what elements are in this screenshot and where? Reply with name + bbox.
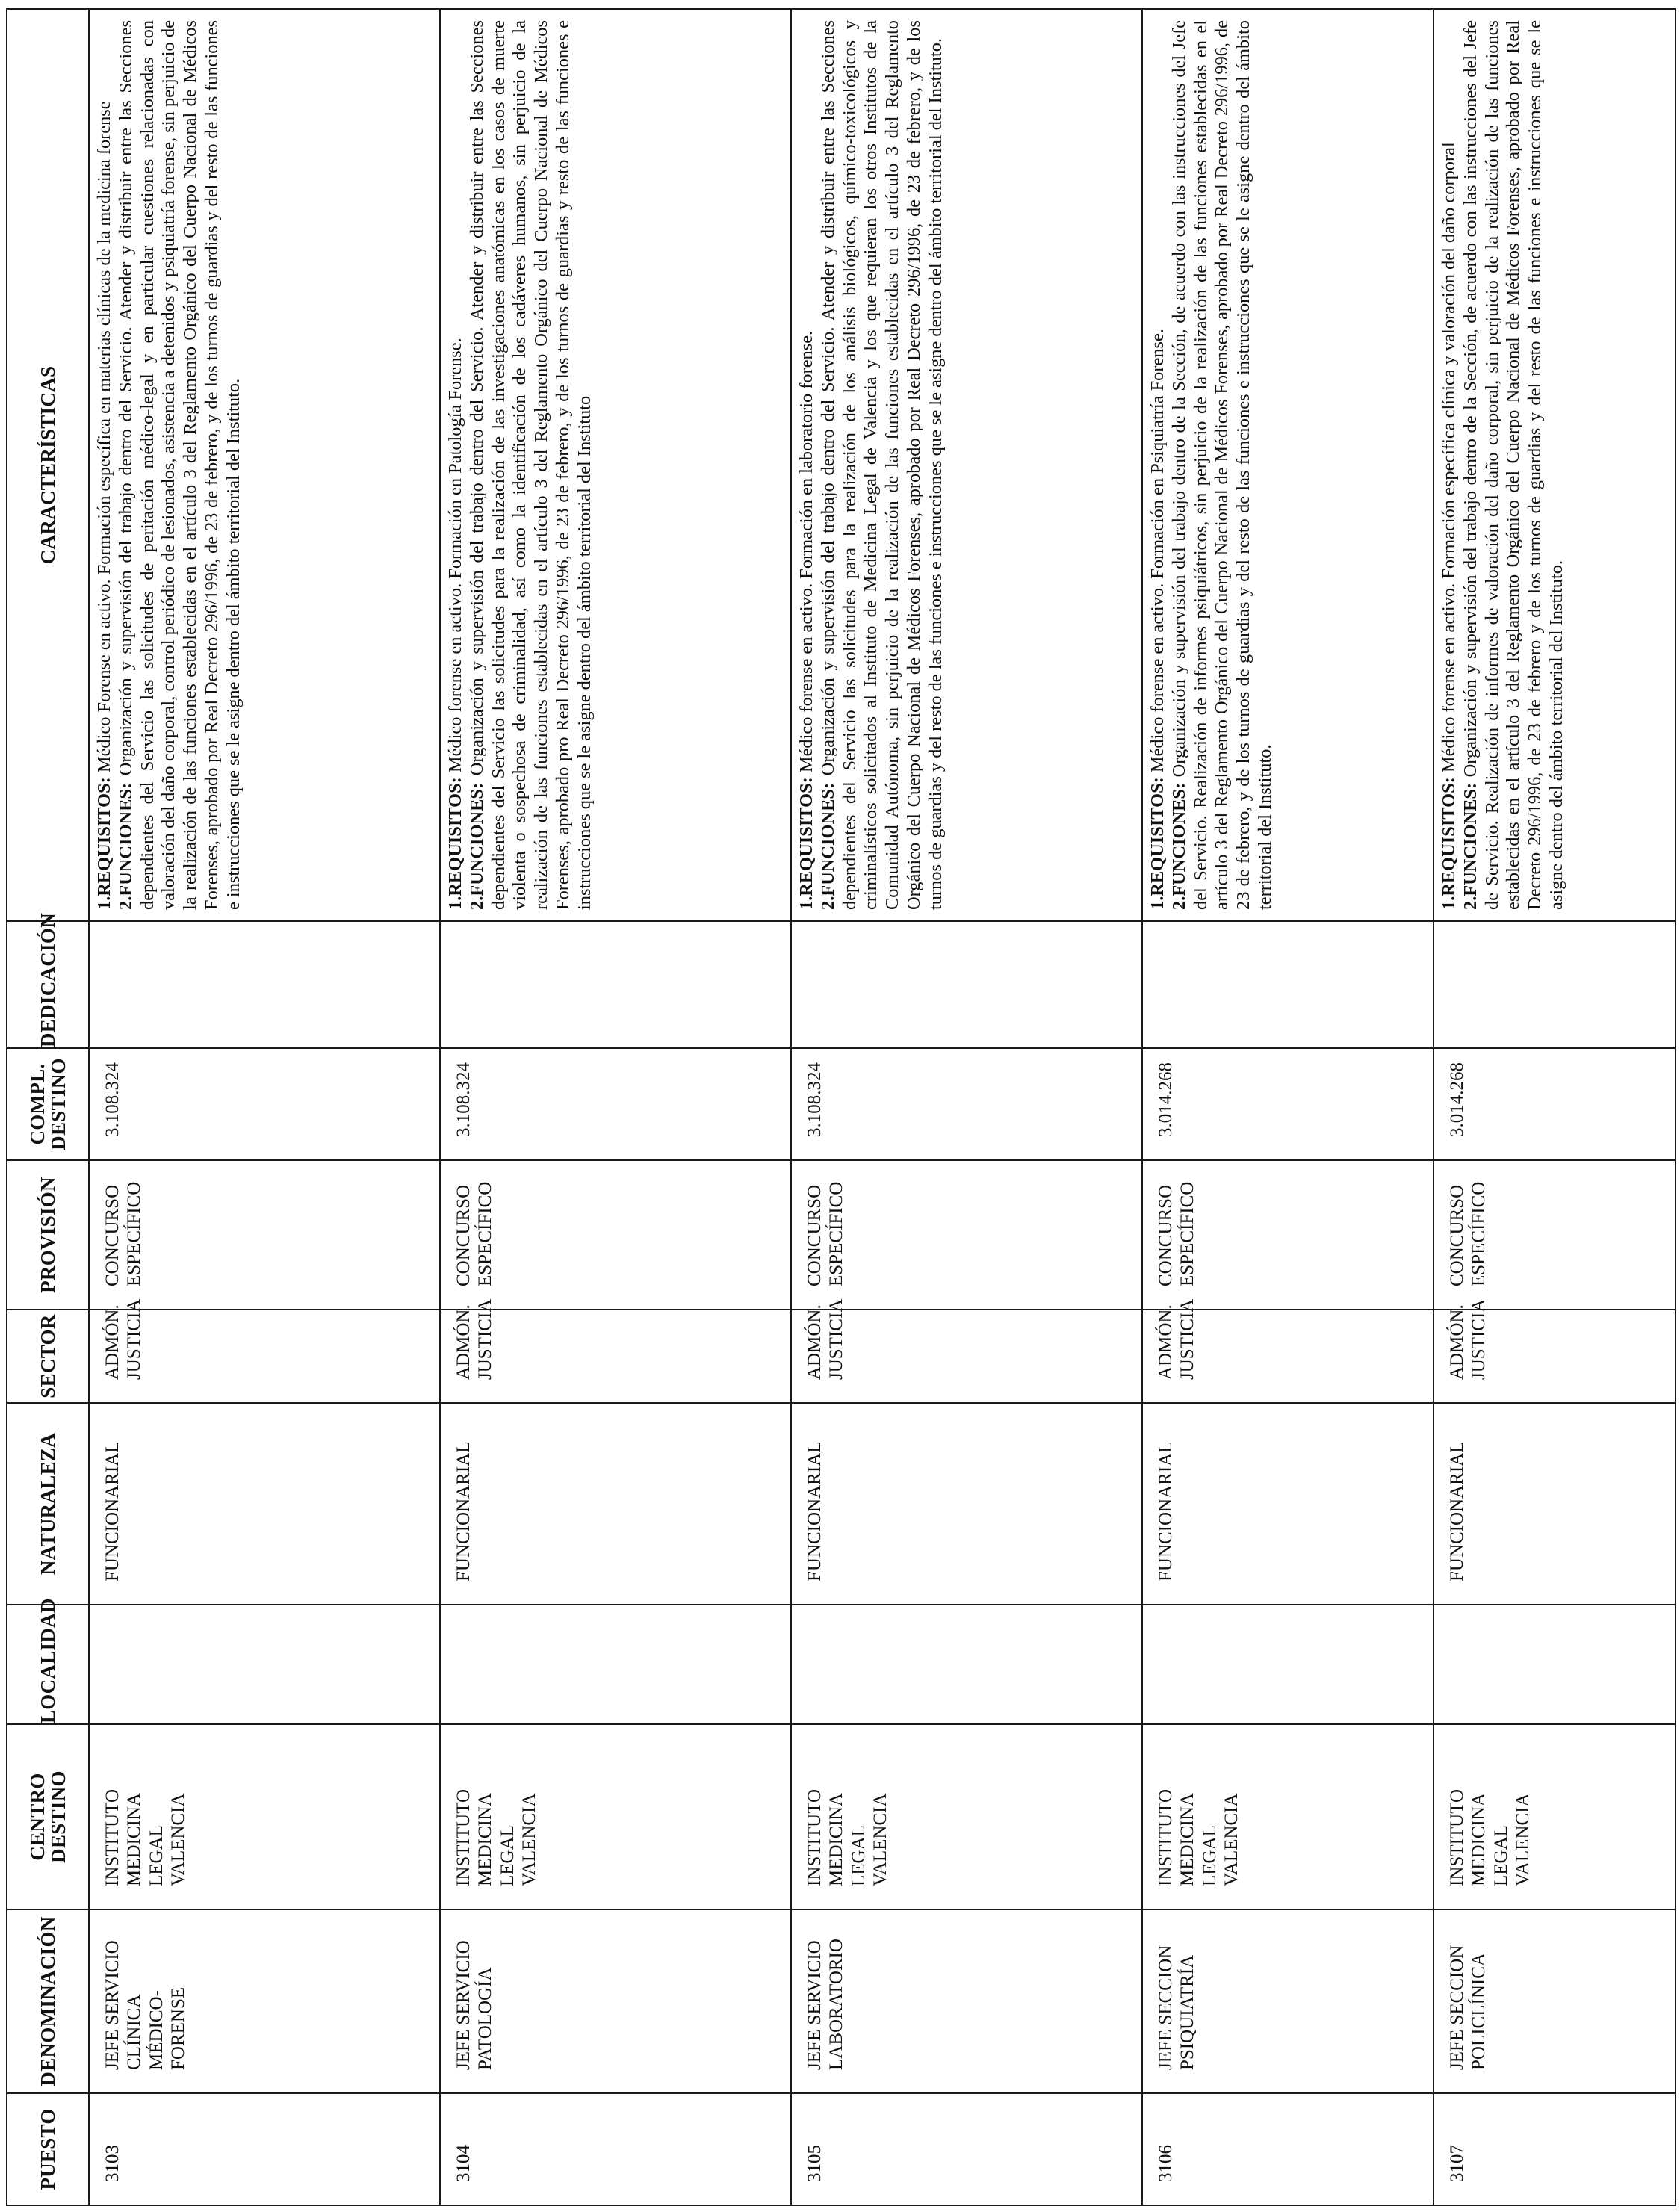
cell-localidad (1142, 1605, 1433, 1724)
cell-sector: ADMÓN. JUSTICIA (89, 1310, 440, 1403)
cell-provision: CONCURSO ESPECÍFICO (1433, 1160, 1676, 1310)
header-sector: SECTOR (7, 1310, 89, 1403)
funciones-label: 2.FUNCIONES: (115, 782, 136, 910)
table-row (1142, 9, 1433, 2205)
cell-dedicacion (440, 921, 791, 1048)
cell-sector: ADMÓN. JUSTICIA (1433, 1310, 1676, 1403)
requisitos-text: 1.REQUISITOS: Médico forense en activo. Formación en laboratorio forense. (796, 330, 816, 910)
cell-centro-destino: INSTITUTO MEDICINA LEGAL VALENCIA (1433, 1724, 1676, 1909)
requisitos-label: 1.REQUISITOS: (1147, 777, 1168, 910)
cell-dedicacion (1142, 921, 1433, 1048)
header-compl-destino: COMPL. DESTINO (7, 1048, 89, 1160)
cell-dedicacion (89, 921, 440, 1048)
cell-naturaleza: FUNCIONARIAL (1142, 1403, 1433, 1605)
cell-dedicacion (1433, 921, 1676, 1048)
cell-caracteristicas (1142, 9, 1433, 921)
cell-naturaleza: FUNCIONARIAL (1433, 1403, 1676, 1605)
cell-compl-destino: 3.108.324 (791, 1048, 1142, 1160)
cell-caracteristicas (1433, 9, 1676, 921)
header-naturaleza: NATURALEZA (7, 1403, 89, 1605)
cell-denominacion: JEFE SERVICIO LABORATORIO (791, 1909, 1142, 2093)
cell-provision: CONCURSO ESPECÍFICO (791, 1160, 1142, 1310)
cell-centro-destino: INSTITUTO MEDICINA LEGAL VALENCIA (791, 1724, 1142, 1909)
cell-sector: ADMÓN. JUSTICIA (440, 1310, 791, 1403)
funciones-text: 2.FUNCIONES: Organización y supervisión del trabajo dentro del Servicio. Atender y distribuir entre las Secciones dependientes del Servicio las solicitudes para la realización de los análisis biológicos, químico-toxicológicos y criminalísticos solicitados al Instituto de Medicina Legal de Valencia y los que requieran los otros Institutos de la Comunidad Autónoma, sin perjuicio de la realización de las funciones establecidas en el artículo 3 del Reglamento Orgánico del Cuerpo Nacional de Médicos Forenses, aprobado por Real Decreto 296/1996, de 23 de febrero, y de los turnos de guardias y del resto de las funciones e instrucciones que se le asigne dentro del ámbito territorial del Instituto. (817, 20, 946, 910)
cell-sector: ADMÓN. JUSTICIA (791, 1310, 1142, 1403)
cell-puesto: 3106 (1142, 2093, 1433, 2205)
cell-caracteristicas (440, 9, 791, 921)
table-row (1433, 9, 1676, 2205)
cell-compl-destino: 3.108.324 (440, 1048, 791, 1160)
cell-naturaleza: FUNCIONARIAL (440, 1403, 791, 1605)
header-dedicacion: DEDICACIÓN (7, 921, 89, 1048)
cell-compl-destino: 3.108.324 (89, 1048, 440, 1160)
cell-puesto: 3107 (1433, 2093, 1676, 2205)
header-localidad: LOCALIDAD (7, 1605, 89, 1724)
cell-provision: CONCURSO ESPECÍFICO (89, 1160, 440, 1310)
job-positions-table (6, 8, 1676, 2206)
header-centro-destino: CENTRO DESTINO (7, 1724, 89, 1909)
requisitos-text: 1.REQUISITOS: Médico forense en activo. Formación en Psiquiatría Forense. (1147, 329, 1168, 910)
cell-puesto: 3104 (440, 2093, 791, 2205)
cell-localidad (1433, 1605, 1676, 1724)
cell-localidad (89, 1605, 440, 1724)
cell-naturaleza: FUNCIONARIAL (791, 1403, 1142, 1605)
header-puesto: PUESTO (7, 2093, 89, 2205)
cell-compl-destino: 3.014.268 (1142, 1048, 1433, 1160)
cell-localidad (440, 1605, 791, 1724)
cell-denominacion: JEFE SECCION POLICLÍNICA (1433, 1909, 1676, 2093)
cell-caracteristicas (89, 9, 440, 921)
requisitos-label: 1.REQUISITOS: (94, 777, 114, 910)
table-row (440, 9, 791, 2205)
requisitos-label: 1.REQUISITOS: (796, 777, 816, 910)
cell-naturaleza: FUNCIONARIAL (89, 1403, 440, 1605)
requisitos-label: 1.REQUISITOS: (445, 777, 465, 910)
requisitos-text: 1.REQUISITOS: Médico forense en activo. Formación en Patología Forense. (445, 338, 465, 910)
cell-provision: CONCURSO ESPECÍFICO (440, 1160, 791, 1310)
funciones-text: 2.FUNCIONES: Organización y supervisión del trabajo dentro del Servicio. Atender y distribuir entre las Secciones dependientes del Servicio las solicitudes de peritación médico-legal y en particular cuestiones relacionadas con valoración del daño corporal, control periódico de lesionados, asistencia a detenidos y psiquiatría forense, sin perjuicio de la realización de las funciones establecidas en el artículo 3 del Reglamento Orgánico del Cuerpo Nacional de Médicos Forenses, aprobado por Real Decreto 296/1996, de 23 de febrero, y de los turnos de guardias y del resto de las funciones e instrucciones que se le asigne dentro del ámbito territorial del Instituto. (115, 20, 244, 910)
funciones-text: 2.FUNCIONES: Organización y supervisión del trabajo dentro de la Sección, de acuerdo con las instrucciones del Jefe de Servicio. Realización de informes de valoración del daño corporal, sin perjuicio de la realización de las funciones establecidas en el artículo 3 del Reglamento Orgánico del Cuerpo Nacional de Médicos Forenses, aprobado por Real Decreto 296/1996, de 23 de febrero y de los turnos de guardias y del resto de las funciones e instrucciones que se le asigne dentro del ámbito territorial del Instituto. (1460, 20, 1566, 910)
cell-provision: CONCURSO ESPECÍFICO (1142, 1160, 1433, 1310)
header-caracteristicas: CARACTERÍSTICAS (7, 9, 89, 921)
header-row (7, 9, 89, 2205)
cell-localidad (791, 1605, 1142, 1724)
funciones-label: 2.FUNCIONES: (466, 782, 487, 910)
requisitos-text: 1.REQUISITOS: Médico Forense en activo. Formación específica en materias clínicas de la medicina forense (94, 101, 114, 910)
table-row (791, 9, 1142, 2205)
header-provision: PROVISIÓN (7, 1160, 89, 1310)
cell-dedicacion (791, 921, 1142, 1048)
cell-caracteristicas (791, 9, 1142, 921)
requisitos-text: 1.REQUISITOS: Médico forense en activo. Formación específica clínica y valoración del daño corporal (1439, 142, 1459, 910)
cell-centro-destino: INSTITUTO MEDICINA LEGAL VALENCIA (1142, 1724, 1433, 1909)
funciones-label: 2.FUNCIONES: (817, 782, 838, 910)
requisitos-label: 1.REQUISITOS: (1439, 777, 1459, 910)
cell-centro-destino: INSTITUTO MEDICINA LEGAL VALENCIA (89, 1724, 440, 1909)
funciones-label: 2.FUNCIONES: (1460, 782, 1481, 910)
cell-puesto: 3105 (791, 2093, 1142, 2205)
cell-compl-destino: 3.014.268 (1433, 1048, 1676, 1160)
cell-sector: ADMÓN. JUSTICIA (1142, 1310, 1433, 1403)
table-row (89, 9, 440, 2205)
cell-denominacion: JEFE SERVICIO PATOLOGÍA (440, 1909, 791, 2093)
funciones-text: 2.FUNCIONES: Organización y supervisión del trabajo dentro de la Sección, de acuerdo con las instrucciones del Jefe del Servicio. Realización de informes psiquiátricos, sin perjuicio de la realización de las funciones establecidas en el artículo 3 del Reglamento Orgánico del Cuerpo Nacional de Médicos Forenses, aprobado por Real Decreto 296/1996, de 23 de febrero, y de los turnos de guardias y del resto de las funciones e instrucciones que se le asigne dentro del ámbito territorial del Instituto. (1168, 20, 1275, 910)
cell-centro-destino: INSTITUTO MEDICINA LEGAL VALENCIA (440, 1724, 791, 1909)
funciones-text: 2.FUNCIONES: Organización y supervisión del trabajo dentro del Servicio. Atender y distribuir entre las Secciones dependientes del Servicio las solicitudes para la realización de las investigaciones anatómicas en los casos de muerte violenta o sospechosa de criminalidad, así como la identificación de los cadáveres humanos, sin perjuicio de la realización de las funciones establecidas en el artículo 3 del Reglamento Orgánico del Cuerpo Nacional de Médicos Forenses, aprobado pro Real Decreto 296/1996, de 23 de febrero, y de los turnos de guardias y resto de las funciones e instrucciones que se le asigne dentro del ámbito territorial del Instituto (466, 20, 595, 910)
funciones-label: 2.FUNCIONES: (1168, 782, 1189, 910)
header-denominacion: DENOMINACIÓN (7, 1909, 89, 2093)
cell-denominacion: JEFE SECCION PSIQUIATRÍA (1142, 1909, 1433, 2093)
cell-puesto: 3103 (89, 2093, 440, 2205)
cell-denominacion: JEFE SERVICIO CLÍNICA MÉDICO- FORENSE (89, 1909, 440, 2093)
